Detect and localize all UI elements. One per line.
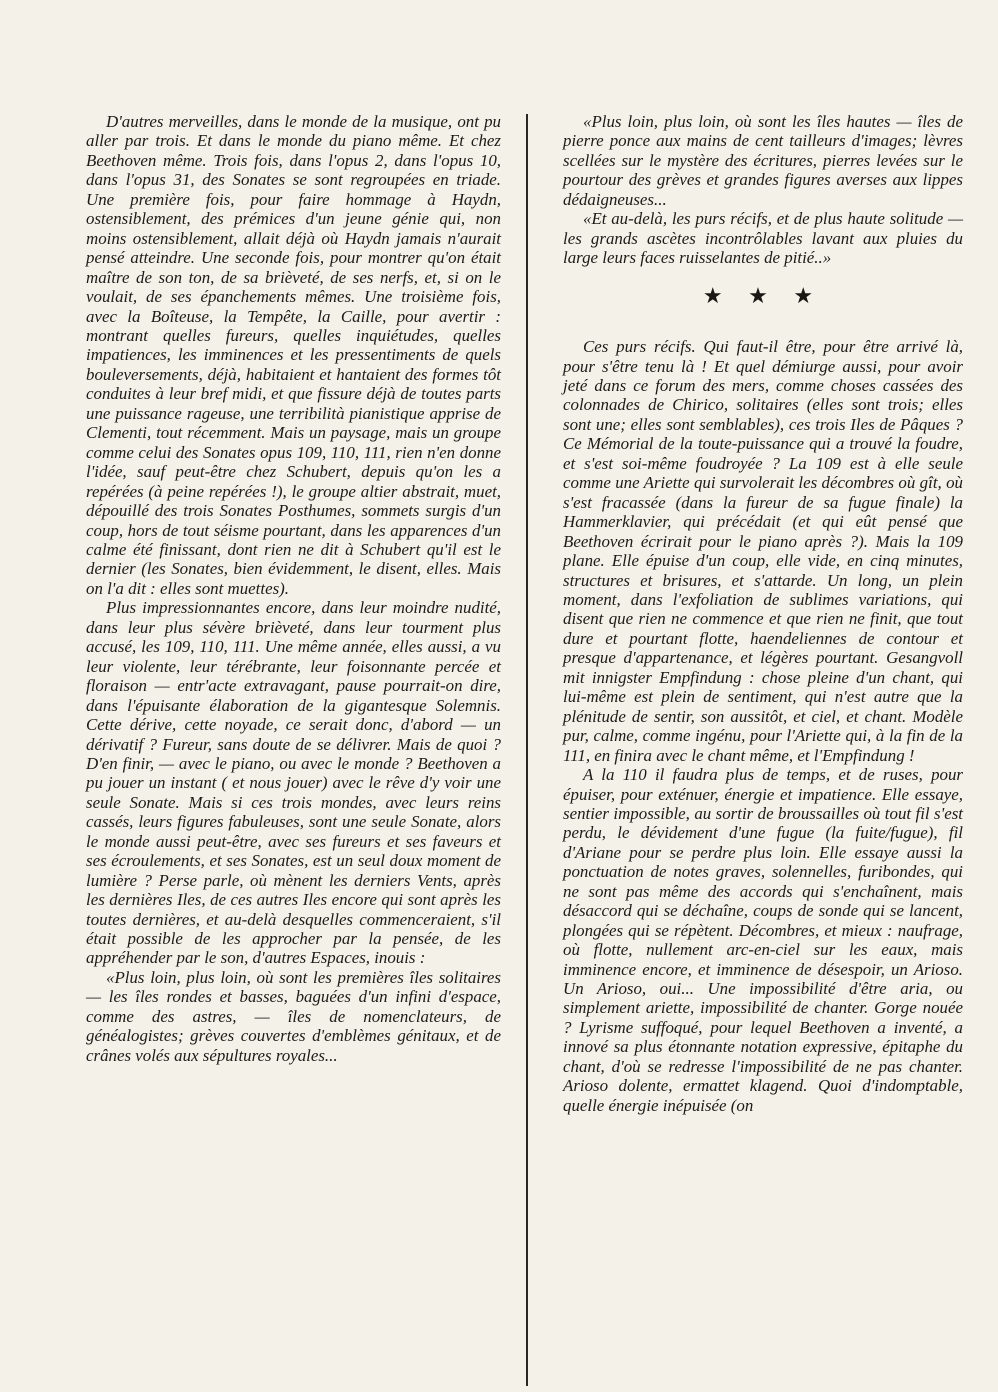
paragraph: A la 110 il faudra plus de temps, et de ruses, pour épuiser, pour exténuer, énergie et impatience. Elle essaye, sentier impossible, au sortir de broussailles où tout fil s'est perdu, le dévidement d'une fugue (la fuite/fugue), fil d'Ariane pour se perdre plus loin. Elle essaye aussi la ponctuation de notes graves, solennelles, furibondes, qui ne sont pas même des accords qui s'enchaînent, mais désaccord qui se déchaîne, coups de sonde qui se lancent, plongées qui se répètent. Décombres, et mieux : naufrage, où flotte, nullement arc-en-ciel sur les eaux, mais imminence encore, et imminence de désespoir, un Arioso. Un Arioso, oui... Une impossibilité d'être aria, ou simplement ariette, impossibilité de chanter. Gorge nouée ? Lyrisme suffoqué, pour lequel Beethoven a inventé, a innové sa plus étonnante notation expressive, épitaphe du chant, d'où se redresse l'impossibilité de ne pas chanter. Arioso dolente, ermattet klagend. Quoi d'indomptable, quelle énergie inépuisée (on bbox=[563, 765, 963, 1115]
paragraph: Plus impressionnantes encore, dans leur moindre nudité, dans leur plus sévère brièveté, dans leur tourment plus accusé, les 109, 110, 111. Une même année, elles aussi, a vu leur violente, leur térébrante, leur foisonnante percée et floraison — entr'acte extravagant, pause pourrait-on dire, dans l'épuisante élaboration de la gigantesque Solemnis. Cette dérive, cette noyade, ce serait donc, d'abord — un dérivatif ? Fureur, sans doute de se délivrer. Mais de quoi ? D'en finir, — avec le piano, ou avec le monde ? Beethoven a pu jouer un instant ( et nous jouer) avec le rêve d'y voir une seule Sonate. Mais si ces trois mondes, avec leurs reins cassés, leurs figures fabuleuses, sont une seule Sonate, alors le monde aussi peut-être, avec ses fureurs et ses faveurs et ses écroulements, et ses Sonates, est un seul doux moment de lumière ? Perse parle, où mènent les derniers Vents, après les dernières Iles, de ces autres Iles encore qui sont après les toutes dernières, et au-delà desquelles commenceraient, s'il était possible de les approcher par la pensée, de les appréhender par le son, d'autres Espaces, inouis : bbox=[86, 598, 501, 968]
left-column bbox=[86, 112, 501, 1065]
quotation-paragraph: «Et au-delà, les purs récifs, et de plus haute solitude — les grands ascètes incontrôlables lavant aux pluies du large leurs faces ruisselantes de pitié..» bbox=[563, 209, 963, 268]
paragraph: Ces purs récifs. Qui faut-il être, pour être arrivé là, pour s'être tenu là ! Et quel démiurge aussi, pour avoir jeté dans ce forum des mers, comme choses cassées des colonnades de Chirico, solitaires (elles sont trois; elles sont une; elles sont semblables), ces trois Iles de Pâques ? Ce Mémorial de la toute-puissance qui a trouvé la foudre, et s'est soi-même foudroyée ? La 109 est à elle seule comme une Ariette qui survolerait les décombres où gît, où s'est fracassée (dans la fureur de sa fugue finale) la Hammerklavier, qui précédait (et qui eût pensé que Beethoven écrirait pour le piano après ?). Mais la 109 plane. Elle épuise d'un coup, elle vide, en cinq minutes, structures et brisures, et s'attarde. Un long, un plein moment, dans l'exfoliation de sublimes variations, qui disent que rien ne commence et que rien ne finit, que tout dure et pourtant flotte, haendeliennes de contour et presque d'appartenance, et légères pourtant. Gesangvoll mit innigster Empfindung : chose pleine d'un chant, qui lui-même est plein de sentiment, qui n'est autre que la plénitude de sentir, son aussitôt, et ciel, et chant. Modèle pur, calme, comme ingénu, pour l'Ariette qui, à la fin de la 111, en finira avec le chant même, et l'Empfindung ! bbox=[563, 337, 963, 765]
section-separator: ★ ★ ★ bbox=[702, 282, 824, 308]
column-divider bbox=[526, 114, 528, 1386]
quotation-paragraph: «Plus loin, plus loin, où sont les îles hautes — îles de pierre ponce aux mains de cent tailleurs d'images; lèvres scellées sur le mystère des écritures, pierres levées sur le pourtour des grèves et grandes figures averses aux lippes dédaigneuses... bbox=[563, 112, 963, 209]
paragraph: D'autres merveilles, dans le monde de la musique, ont pu aller par trois. Et dans le monde du piano même. Et chez Beethoven même. Trois fois, dans l'opus 2, dans l'opus 10, dans l'opus 31, des Sonates se sont regroupées en triade. Une première fois, pour faire hommage à Haydn, ostensiblement, des prémices d'un jeune génie qui, non moins ostensiblement, allait déjà où Haydn jamais n'aurait pensé atteindre. Une seconde fois, pour montrer qu'on était maître de son ton, de sa brièveté, de ses nerfs, et, si on le voulait, de ses épanchements mêmes. Une troisième fois, avec la Boîteuse, la Tempête, la Caille, pour avertir : montrant quelles fureurs, quelles inquiétudes, quelles impatiences, les imminences et les pressentiments de quels bouleversements, déjà, habitaient et hantaient des formes tôt conduites à leur bref midi, et que fissure déjà de toutes parts une puissance rageuse, une terribilità pianistique apprise de Clementi, tout récemment. Mais un paysage, mais un groupe comme celui des Sonates opus 109, 110, 111, rien n'en donne l'idée, sauf peut-être chez Schubert, depuis qu'on les a repérées (à peine repérées !), le groupe altier abstrait, muet, dépouillé des trois Sonates Posthumes, sommets surgis d'un coup, hors de tout séisme pourtant, dans les apparences d'un calme été finissant, dont rien ne dit à Schubert qu'il est le dernier (les Sonates, bien évidemment, le disent, elles. Mais on l'a dit : elles sont muettes). bbox=[86, 112, 501, 598]
quotation-paragraph: «Plus loin, plus loin, où sont les premières îles solitaires — les îles rondes et basses, baguées d'un infini d'espace, comme des astres, — îles de nomenclateurs, de généalogistes; grèves couvertes d'emblèmes génitaux, et de crânes volés aux sépultures royales... bbox=[86, 967, 501, 1065]
right-column bbox=[563, 112, 963, 1115]
